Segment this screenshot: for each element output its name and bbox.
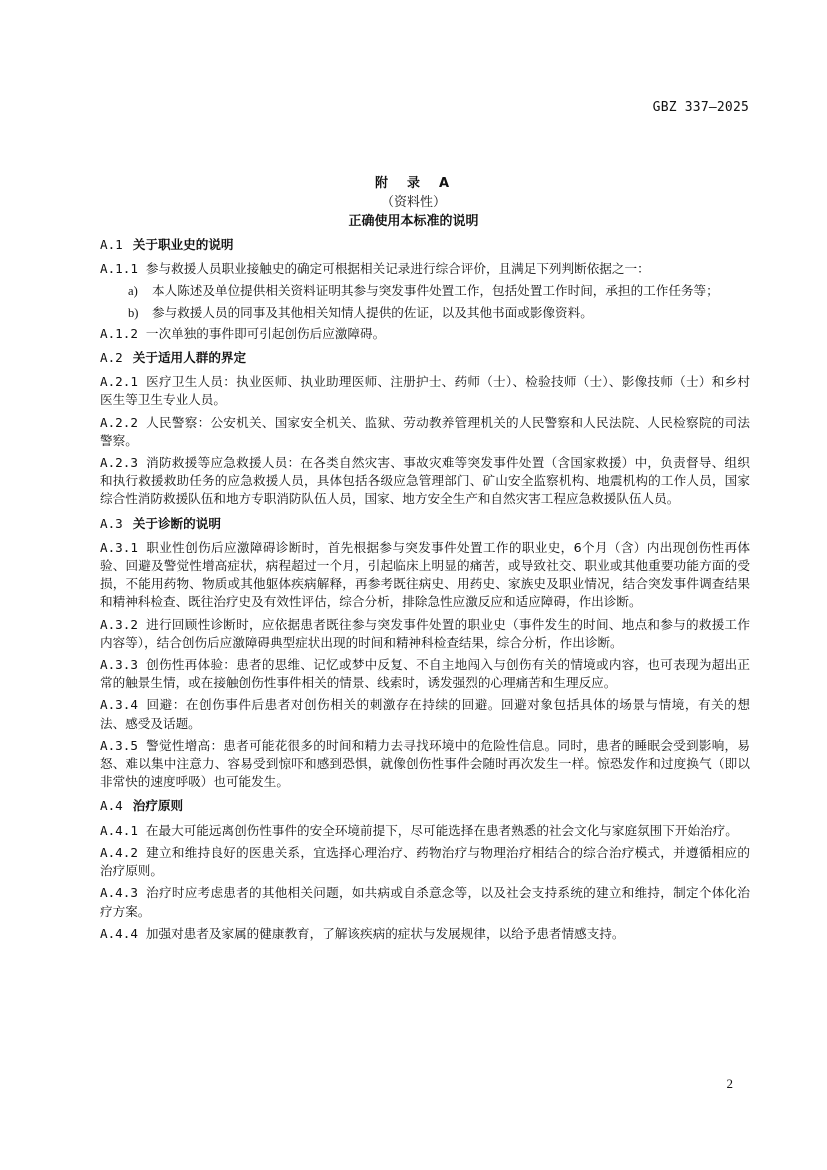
- section-heading-a3: [100, 515, 750, 533]
- clause-a4-2: [100, 844, 750, 880]
- clause-text: 医疗卫生人员：执业医师、执业助理医师、注册护士、药师（士）、检验技师（士）、影像技师（士）和乡村医生等卫生专业人员。: [100, 374, 750, 408]
- section-number: A.2: [100, 350, 123, 366]
- section-number: A.4: [100, 798, 123, 814]
- clause-a2-1: [100, 373, 750, 409]
- clause-a2-2: [100, 414, 750, 450]
- clause-text: 消防救援等应急救援人员：在各类自然灾害、事故灾难等突发事件处置（含国家救援）中，负责督导、组织和执行救援救助任务的应急救援人员，具体包括各级应急管理部门、矿山安全监察机构、地震机构的工作人员，国家综合性消防救援队伍和地方专职消防队伍人员，国家、地方安全生产和自然灾害工程应急救援队伍人员。: [100, 455, 750, 507]
- clause-text: 参与救援人员职业接触史的确定可根据相关记录进行综合评价，且满足下列判断依据之一：: [145, 261, 650, 277]
- section-heading-a1: [100, 236, 750, 254]
- clause-number: A.3.4: [100, 697, 138, 713]
- clause-a1-2: [100, 325, 750, 343]
- clause-text: 警觉性增高：患者可能花很多的时间和精力去寻找环境中的危险性信息。同时，患者的睡眠会受到影响，易怒、难以集中注意力、容易受到惊吓和感到恐惧，就像创伤性事件会随时再次发生一样。惊恐发作和过度换气（即以非常快的速度呼吸）也可能发生。: [100, 737, 750, 790]
- page-number: 2: [726, 1076, 733, 1091]
- clause-number: A.2.3: [100, 455, 138, 471]
- list-item-b: [100, 304, 750, 322]
- section-title: 治疗原则: [132, 798, 184, 814]
- document-body: [100, 236, 750, 947]
- section-heading-a2: [100, 349, 750, 367]
- section-heading-a4: [100, 797, 750, 815]
- clause-a4-4: [100, 925, 750, 943]
- clause-number: A.3.5: [100, 737, 138, 753]
- clause-number: A.3.3: [100, 657, 138, 673]
- clause-a3-3: [100, 656, 750, 692]
- section-title: 关于职业史的说明: [132, 237, 234, 252]
- section-number: A.1: [100, 237, 123, 252]
- standard-number: GBZ 337—2025: [652, 100, 749, 115]
- clause-a2-3: [100, 454, 750, 509]
- clause-number: A.4.3: [100, 885, 138, 901]
- clause-number: A.4.4: [100, 925, 138, 941]
- section-number: A.3: [100, 515, 123, 531]
- appendix-name: 正确使用本标准的说明: [348, 214, 479, 229]
- list-item-text: 本人陈述及单位提供相关资料证明其参与突发事件处置工作，包括处置工作时间，承担的工作任务等；: [152, 283, 719, 299]
- clause-a3-4: [100, 696, 750, 732]
- section-title: 关于适用人群的界定: [132, 350, 247, 366]
- clause-text: 进行回顾性诊断时，应依据患者既往参与突发事件处置的职业史（事件发生的时间、地点和参与的救援工作内容等），结合创伤后应激障碍典型症状出现的时间和精神科检查结果，综合分析，作出诊断。: [100, 616, 750, 650]
- clause-text: 加强对患者及家属的健康教育，了解该疾病的症状与发展规律，以给予患者情感支持。: [145, 925, 625, 941]
- clause-number: A.3.1: [100, 539, 138, 555]
- clause-text: 一次单独的事件即可引起创伤后应激障碍。: [145, 325, 386, 341]
- appendix-title-block: [0, 174, 827, 231]
- appendix-label: 附 录 A: [374, 176, 453, 191]
- clause-number: A.2.2: [100, 414, 138, 430]
- section-title: 关于诊断的说明: [132, 515, 221, 531]
- clause-number: A.4.2: [100, 844, 138, 860]
- clause-text: 在最大可能远离创伤性事件的安全环境前提下，尽可能选择在患者熟悉的社会文化与家庭氛围下开始治疗。: [145, 822, 738, 838]
- clause-text: 创伤性再体验：患者的思维、记忆或梦中反复、不自主地闯入与创伤有关的情境或内容，也可表现为超出正常的触景生情，或在接触创伤性事件相关的情景、线索时，诱发强烈的心理痛苦和生理反应。: [100, 657, 750, 691]
- clause-number: A.2.1: [100, 374, 138, 390]
- list-marker: b): [128, 305, 139, 320]
- clause-text: 回避：在创伤事件后患者对创伤相关的刺激存在持续的回避。回避对象包括具体的场景与情境，有关的想法、感受及话题。: [100, 697, 750, 731]
- clause-a4-3: [100, 884, 750, 920]
- clause-text: 治疗时应考虑患者的其他相关问题，如共病或自杀意念等，以及社会支持系统的建立和维持，制定个体化治疗方案。: [100, 885, 750, 919]
- clause-number: A.3.2: [100, 616, 138, 632]
- clause-number: A.4.1: [100, 822, 138, 838]
- clause-a3-1: [100, 539, 750, 612]
- clause-text: 职业性创伤后应激障碍诊断时，首先根据参与突发事件处置工作的职业史，6个月（含）内出现创伤性再体验、回避及警觉性增高症状，病程超过一个月，引起临床上明显的痛苦，或导致社交、职业或其他重要功能方面的受损，不能用药物、物质或其他躯体疾病解释，再参考既往病史、用药史、家族史及职业情况，结合突发事件调查结果和精神科检查、既往治疗史及有效性评估，综合分析，排除急性应激反应和适应障碍，作出诊断。: [100, 539, 750, 610]
- clause-a1-1: [100, 260, 750, 278]
- clause-a3-2: [100, 616, 750, 652]
- appendix-nature: （资料性）: [380, 195, 446, 210]
- clause-number: A.1.1: [100, 261, 138, 277]
- list-item-text: 参与救援人员的同事及其他相关知情人提供的佐证，以及其他书面或影像资料。: [152, 304, 593, 320]
- clause-text: 建立和维持良好的医患关系，宜选择心理治疗、药物治疗与物理治疗相结合的综合治疗模式，并遵循相应的治疗原则。: [100, 844, 750, 879]
- list-item-a: [100, 282, 750, 300]
- clause-a3-5: [100, 737, 750, 792]
- clause-text: 人民警察：公安机关、国家安全机关、监狱、劳动教养管理机关的人民警察和人民法院、人民检察院的司法警察。: [100, 414, 750, 448]
- clause-number: A.1.2: [100, 325, 138, 341]
- clause-a4-1: [100, 822, 750, 840]
- list-marker: a): [128, 284, 138, 299]
